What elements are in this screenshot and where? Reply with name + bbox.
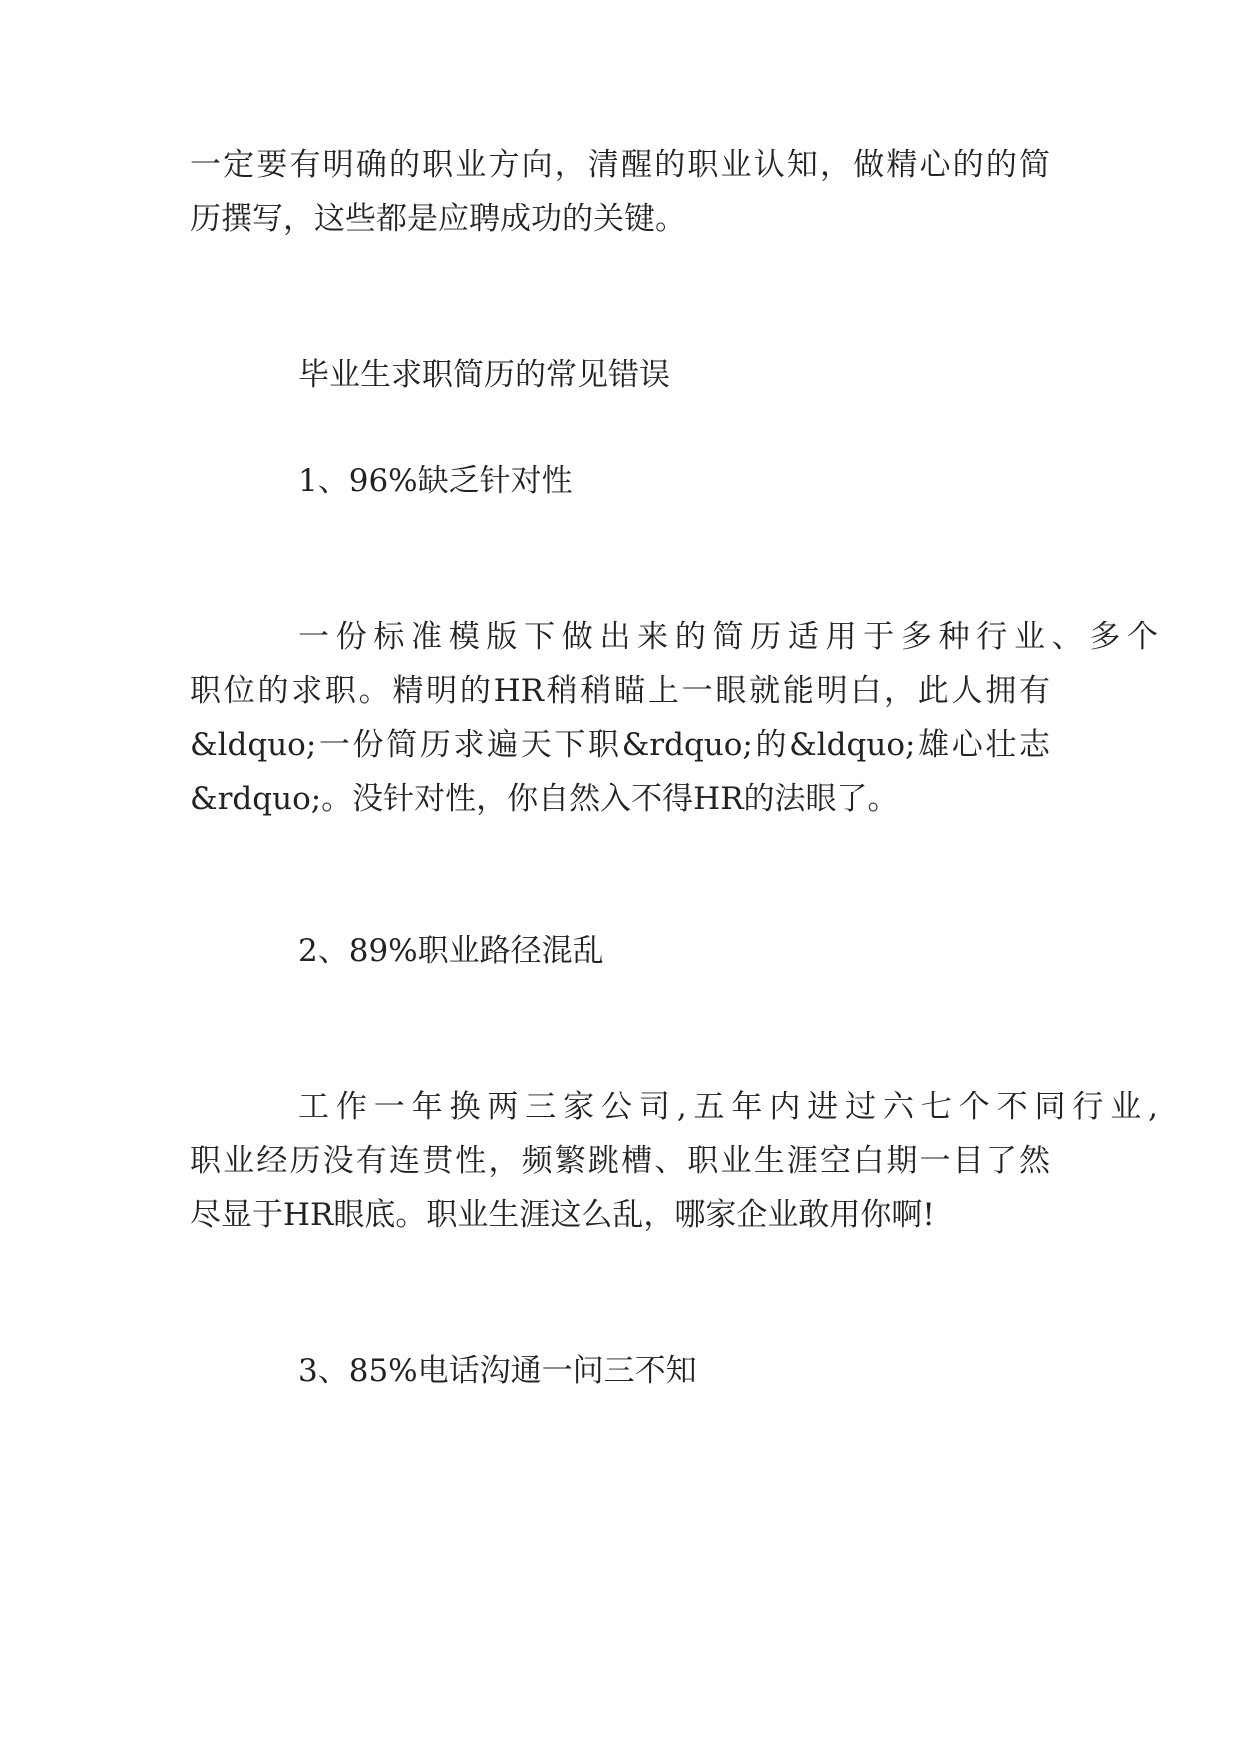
item2-line-2: 职业经历没有连贯性，频繁跳槽、职业生涯空白期一目了然 xyxy=(190,1143,1050,1179)
section-title: 毕业生求职简历的常见错误 xyxy=(298,357,670,393)
item1-line-3: &ldquo;一份简历求遍天下职&rdquo;的&ldquo;雄心壮志 xyxy=(190,727,1050,763)
item1-line-4: &rdquo;。没针对性，你自然入不得HR的法眼了。 xyxy=(190,781,899,817)
item2-line-1: 工作一年换两三家公司,五年内进过六七个不同行业, xyxy=(298,1089,1158,1125)
item1-line-2: 职位的求职。精明的HR稍稍瞄上一眼就能明白，此人拥有 xyxy=(190,673,1050,709)
intro-line-1: 一定要有明确的职业方向，清醒的职业认知，做精心的的简 xyxy=(190,147,1050,183)
item1-line-1: 一份标准模版下做出来的简历适用于多种行业、多个 xyxy=(298,619,1158,655)
item3-heading: 3、85%电话沟通一问三不知 xyxy=(298,1353,697,1389)
item1-heading: 1、96%缺乏针对性 xyxy=(298,463,573,499)
intro-line-2: 历撰写，这些都是应聘成功的关键。 xyxy=(190,201,686,237)
item2-line-3: 尽显于HR眼底。职业生涯这么乱，哪家企业敢用你啊! xyxy=(190,1197,935,1233)
item2-heading: 2、89%职业路径混乱 xyxy=(298,933,604,969)
